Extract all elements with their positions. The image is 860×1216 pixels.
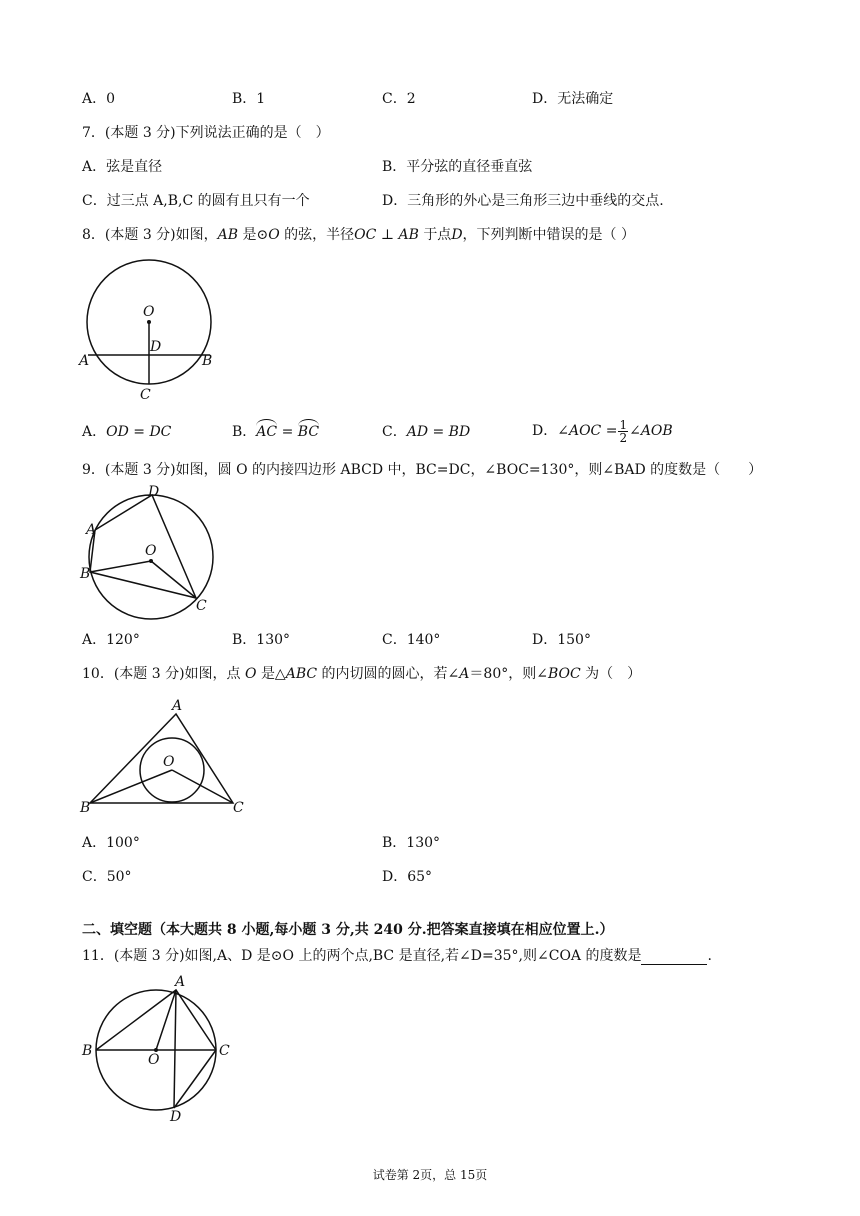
q6-option-b: B．1 [232,91,266,107]
q9-label-d: D [148,484,160,500]
q8-label-b: B [202,353,213,369]
q8-stem-ab2: AB [398,227,419,243]
q8-option-b-arc-bc: BC [297,424,320,440]
q9-label-b: B [80,566,91,582]
q6-option-d: D．无法确定 [532,91,614,107]
q8-option-d-lhs: ∠AOC = [557,423,618,439]
q7-stem: 7．(本题 3 分)下列说法正确的是（ ） [82,125,330,141]
q7-option-a: A．弦是直径 [82,159,163,175]
q8-stem-d: D [451,227,463,243]
q8-label-o: O [143,304,155,320]
q8-stem-prefix: 8．(本题 3 分)如图， [82,227,218,243]
q8-option-d-numerator: 1 [619,417,628,432]
q8-stem-perp: ⊥ [380,227,394,243]
q8-stem-mid1: 是 [242,227,257,243]
q8-option-d-rhs: ∠AOB [629,423,673,439]
q11-label-o: O [148,1052,160,1068]
q10-stem-prefix: 10．(本题 3 分)如图，点 [82,666,241,682]
q8-label-d: D [150,339,162,355]
q8-option-c-prefix: C． [382,424,407,440]
q11-answer-blank [641,950,707,965]
q10-option-d: D．65° [382,869,433,885]
q10-option-c: C．50° [82,869,132,885]
q8-option-d [532,416,673,446]
q10-option-b: B．130° [382,835,441,851]
q8-label-a: A [79,353,90,369]
q8-option-c-expr: AD = BD [406,424,471,440]
q11-triangle-abc [96,990,216,1050]
q9-label-a: A [86,522,97,538]
q10-stem-mid1: 是△ [260,666,286,682]
q9-segment-ob [90,561,151,572]
q10-triangle [90,714,233,803]
q9-label-c: C [196,598,207,614]
q11-stem-suffix: . [707,948,712,964]
q10-option-a: A．100° [82,835,140,851]
q7-option-b: B．平分弦的直径垂直弦 [382,159,533,175]
q9-figure [78,482,228,622]
q11-segment-oa [156,990,176,1050]
q9-label-o: O [145,543,157,559]
q8-center-dot [147,320,151,324]
q10-label-c: C [233,800,244,816]
q8-option-a-prefix: A． [82,424,107,440]
q8-stem-circle: ⊙O [256,227,280,243]
page-footer: 试卷第 2页，总 15页 [372,1168,488,1182]
q9-stem: 9．(本题 3 分)如图，圆 O 的内接四边形 ABCD 中，BC=DC，∠BOC=130°，则∠BAD 的度数是（ ） [82,462,763,478]
q9-option-a: A．120° [82,632,140,648]
q11-label-a: A [175,974,186,990]
q10-stem [82,665,641,683]
section-fill-in-title: 二、填空题（本大题共 8 小题,每小题 3 分,共 240 分.把答案直接填在相应位置上.） [82,922,614,938]
q8-option-b-prefix: B． [232,424,257,440]
q10-stem-suffix: 为（ ） [585,666,642,682]
q8-option-b-arc-ac: AC [256,424,278,440]
q9-center-dot [149,559,153,563]
q7-option-c: C．过三点 A,B,C 的圆有且只有一个 [82,193,310,209]
q8-stem-oc: OC [354,227,377,243]
q10-label-o: O [163,754,175,770]
q11-label-b: B [82,1043,93,1059]
q8-stem-ab: AB [217,227,239,243]
q10-figure [78,694,253,819]
q8-figure [75,238,225,408]
q8-option-a-expr: OD = DC [106,424,172,440]
q10-segment-ob [90,770,172,803]
q9-quadrilateral [90,495,196,598]
q8-option-b-eq: = [277,424,298,440]
q9-option-d: D．150° [532,632,591,648]
q8-stem-mid3: 于点 [423,227,452,243]
q8-option-d-prefix: D． [532,423,558,439]
q9-option-b: B．130° [232,632,291,648]
q8-label-c: C [140,387,151,403]
q11-stem [82,947,712,965]
q10-label-b: B [80,800,91,816]
q11-segment-ad [174,990,176,1108]
q10-stem-a: A [459,666,470,682]
q11-segment-dc [174,1050,216,1108]
q8-stem-suffix: ，下列判断中错误的是（ ） [462,227,635,243]
q10-segment-oc [172,770,233,803]
q11-figure [78,972,243,1127]
q6-option-c: C．2 [382,91,416,107]
q6-option-a: A．0 [82,91,116,107]
q8-option-d-denominator: 2 [619,430,628,445]
q10-stem-boc: BOC [547,666,581,682]
q8-option-c [382,423,470,441]
q10-stem-o: O [245,666,257,682]
q9-option-c: C．140° [382,632,441,648]
q11-stem-prefix: 11．(本题 3 分)如图,A、D 是⊙O 上的两个点,BC 是直径,若∠D=35°,则∠COA 的度数是 [82,948,642,964]
q7-option-d: D．三角形的外心是三角形三边中垂线的交点. [382,193,664,209]
q10-stem-mid2: 的内切圆的圆心，若∠ [321,666,460,682]
q10-stem-abc: ABC [285,666,318,682]
q11-label-d: D [170,1109,182,1125]
q8-option-b [232,423,319,441]
q8-stem-mid2: 的弦，半径 [284,227,355,243]
q8-option-d-fraction [618,419,628,444]
q10-stem-mid3: ＝80°，则∠ [469,666,548,682]
q8-option-a [82,423,171,441]
q11-label-c: C [219,1043,230,1059]
q10-label-a: A [172,698,183,714]
